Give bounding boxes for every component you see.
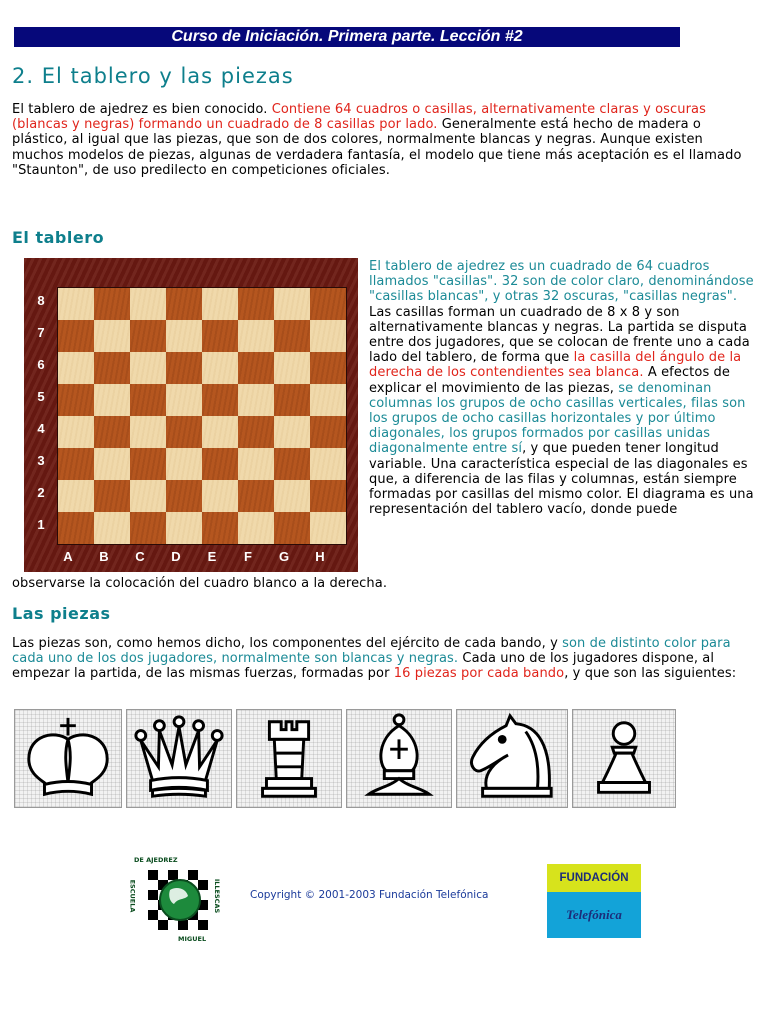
knight-icon (457, 710, 567, 807)
rank-label-1: 1 (37, 517, 45, 532)
rook-tile (236, 709, 342, 808)
square-h8 (310, 288, 346, 320)
board-text-4: A efectos de explicar el movimiento de las piezas, (369, 365, 730, 396)
square-d4 (166, 416, 202, 448)
square-g3 (274, 448, 310, 480)
rank-label-4: 4 (37, 421, 45, 436)
square-e5 (202, 384, 238, 416)
square-g6 (274, 352, 310, 384)
chessboard-diagram (24, 258, 358, 572)
square-h5 (310, 384, 346, 416)
square-a2 (58, 480, 94, 512)
section-heading-pieces: Las piezas (12, 604, 111, 623)
intro-paragraph (12, 102, 756, 178)
king-icon (15, 710, 121, 807)
square-d7 (166, 320, 202, 352)
square-a3 (58, 448, 94, 480)
square-d2 (166, 480, 202, 512)
file-label-h: H (315, 549, 325, 564)
square-c8 (130, 288, 166, 320)
board-text-3-highlight: la casilla del ángulo de la derecha de los contendientes sea blanca. (369, 350, 742, 381)
pieces-text-3: Cada uno de los jugadores dispone, al empezar la partida, de las mismas fuerzas, formadas por (12, 651, 715, 682)
square-d5 (166, 384, 202, 416)
logo-right-bottom-text: Telefónica (547, 892, 641, 938)
square-g2 (274, 480, 310, 512)
square-c2 (130, 480, 166, 512)
square-c4 (130, 416, 166, 448)
file-label-g: G (278, 549, 290, 564)
square-f7 (238, 320, 274, 352)
section-heading-board: El tablero (12, 228, 105, 247)
square-d8 (166, 288, 202, 320)
square-h2 (310, 480, 346, 512)
square-e4 (202, 416, 238, 448)
file-label-c: C (135, 549, 145, 564)
board-text-6: , y que pueden tener longitud variable. Una característica especial de las diagonales es que, a diferencia de las filas y columnas, están siempre formadas por casillas del mismo color. El diagrama es una representación del tablero vacío, donde puede (369, 441, 754, 518)
file-label-a: A (63, 549, 73, 564)
file-label-d: D (171, 549, 181, 564)
bishop-icon (347, 710, 451, 807)
square-f4 (238, 416, 274, 448)
rank-label-5: 5 (37, 389, 45, 404)
square-b4 (94, 416, 130, 448)
square-c5 (130, 384, 166, 416)
pieces-paragraph (12, 636, 756, 682)
board-grid (57, 287, 347, 545)
copyright-notice: Copyright © 2001-2003 Fundación Telefónica (250, 889, 489, 901)
square-h7 (310, 320, 346, 352)
board-description (369, 259, 758, 517)
page-title: 2. El tablero y las piezas (12, 64, 294, 88)
square-b2 (94, 480, 130, 512)
rank-label-7: 7 (37, 325, 45, 340)
square-h6 (310, 352, 346, 384)
square-d3 (166, 448, 202, 480)
square-a1 (58, 512, 94, 544)
intro-text-1: El tablero de ajedrez es bien conocido. (12, 102, 272, 117)
logo-left-side-text: ESCUELA (128, 879, 137, 913)
square-c6 (130, 352, 166, 384)
knight-tile (456, 709, 568, 808)
square-h4 (310, 416, 346, 448)
rank-label-3: 3 (37, 453, 45, 468)
square-a6 (58, 352, 94, 384)
board-text-5-highlight: se denominan columnas los grupos de ocho casillas verticales, filas son los grupos de ocho casillas horizontales y por último diagonales, los grupos formados por casillas unidas diagonalmente entre sí (369, 380, 746, 457)
file-label-e: E (207, 549, 217, 564)
square-f3 (238, 448, 274, 480)
square-a5 (58, 384, 94, 416)
king-tile (14, 709, 122, 808)
square-b5 (94, 384, 130, 416)
rank-label-8: 8 (37, 293, 45, 308)
escuela-ajedrez-logo (130, 856, 224, 944)
bishop-tile (346, 709, 452, 808)
square-g7 (274, 320, 310, 352)
pawn-icon (573, 710, 675, 807)
file-label-f: F (244, 549, 252, 564)
square-c7 (130, 320, 166, 352)
square-d6 (166, 352, 202, 384)
intro-text-2-highlight: Contiene 64 cuadros o casillas, alternativamente claras y oscuras (blancas y negras) formando un cuadrado de 8 casillas por lado. (12, 102, 706, 133)
square-c1 (130, 512, 166, 544)
board-text-2: Las casillas forman un cuadrado de 8 x 8 y son alternativamente blancas y negras. La partida se disputa entre dos jugadores, que se colocan de frente uno a cada lado del tablero, de forma que (369, 304, 750, 366)
queen-icon (127, 710, 231, 807)
square-g4 (274, 416, 310, 448)
queen-tile (126, 709, 232, 808)
square-d1 (166, 512, 202, 544)
square-f5 (238, 384, 274, 416)
square-g8 (274, 288, 310, 320)
square-e7 (202, 320, 238, 352)
square-b3 (94, 448, 130, 480)
lesson-banner: Curso de Iniciación. Primera parte. Lección #2 (14, 27, 680, 47)
logo-right-side-text: ILLESCAS (213, 878, 222, 914)
square-e6 (202, 352, 238, 384)
square-b8 (94, 288, 130, 320)
square-g5 (274, 384, 310, 416)
intro-text-3: Generalmente está hecho de madera o plástico, al igual que las piezas, que son de dos colores, normalmente blancas y negras. Aunque existen muchos modelos de piezas, algunas de verdadera fantasía, el modelo que tiene más aceptación es el llamado "Staunton", de uso predilecto en competiciones oficiales. (12, 117, 742, 178)
square-e2 (202, 480, 238, 512)
square-f1 (238, 512, 274, 544)
rank-label-2: 2 (37, 485, 45, 500)
board-description-end: observarse la colocación del cuadro blanco a la derecha. (12, 576, 388, 591)
square-a8 (58, 288, 94, 320)
square-h3 (310, 448, 346, 480)
square-b7 (94, 320, 130, 352)
pieces-text-2-highlight: son de distinto color para cada uno de los dos jugadores, normalmente son blancas y negras. (12, 636, 731, 667)
logo-right-top-text: FUNDACIÓN (547, 864, 641, 892)
board-text-1-highlight: El tablero de ajedrez es un cuadrado de 64 cuadros llamados "casillas". 32 son de color claro, denominándose "casillas blancas", y otras 32 oscuras, "casillas negras". (369, 259, 754, 305)
rook-icon (237, 710, 341, 807)
square-a7 (58, 320, 94, 352)
fundacion-telefonica-logo (547, 864, 641, 938)
logo-left-top-text: DE AJEDREZ (134, 856, 178, 864)
square-f2 (238, 480, 274, 512)
logo-left-bottom-text: MIGUEL (178, 935, 207, 943)
file-label-b: B (99, 549, 109, 564)
rank-label-6: 6 (37, 357, 45, 372)
square-h1 (310, 512, 346, 544)
pieces-row (14, 709, 676, 808)
square-f6 (238, 352, 274, 384)
square-a4 (58, 416, 94, 448)
pawn-tile (572, 709, 676, 808)
square-b1 (94, 512, 130, 544)
pieces-text-4-highlight: 16 piezas por cada bando (393, 666, 565, 682)
square-e8 (202, 288, 238, 320)
square-c3 (130, 448, 166, 480)
square-b6 (94, 352, 130, 384)
square-g1 (274, 512, 310, 544)
square-f8 (238, 288, 274, 320)
square-e1 (202, 512, 238, 544)
pieces-text-5: , y que son las siguientes: (564, 666, 737, 682)
square-e3 (202, 448, 238, 480)
pieces-text-1: Las piezas son, como hemos dicho, los componentes del ejército de cada bando, y (12, 636, 563, 651)
